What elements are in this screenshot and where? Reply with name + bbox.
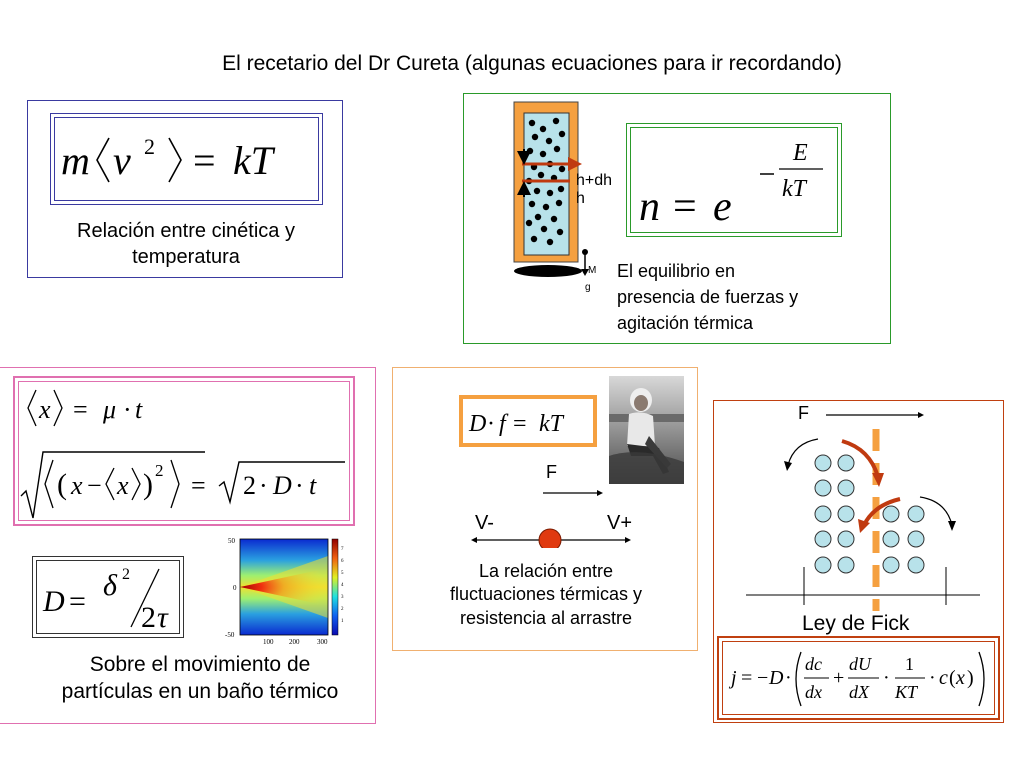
svg-text:(: ( [949, 667, 956, 689]
brownian-equations [15, 378, 353, 524]
svg-text:E: E [793, 140, 808, 166]
svg-text:v: v [113, 138, 131, 183]
colorbar-tick: 1 [341, 619, 344, 624]
svg-text:): ) [967, 667, 974, 689]
svg-text:+: + [833, 667, 845, 689]
drag-diagram [393, 478, 699, 548]
diffusion-equation [33, 557, 185, 639]
fick-force-label: F [798, 403, 809, 423]
svg-text:kT: kT [782, 176, 806, 202]
brownian-caption-line2: partículas en un baño térmico [61, 680, 339, 704]
equilibrium-caption-line3: agitación térmica [617, 313, 754, 334]
svg-text:f: f [499, 411, 506, 437]
svg-text:kT: kT [539, 411, 563, 437]
svg-text:(: ( [57, 468, 67, 501]
svg-text:e: e [713, 184, 732, 230]
svg-text:KT: KT [895, 682, 918, 702]
label-v-plus: V+ [607, 512, 633, 534]
einstein-caption-line1: La relación entre [478, 561, 614, 581]
label-mg-g: g [585, 282, 591, 293]
kinetic-caption-line1: Relación entre cinética y [77, 220, 295, 242]
kinetic-caption-line2: temperatura [132, 246, 240, 268]
colorbar-tick: 6 [341, 559, 344, 564]
brownian-caption-line1: Sobre el movimiento de [89, 653, 311, 676]
svg-text:dX: dX [849, 682, 869, 702]
colorbar-tick: 5 [341, 571, 344, 576]
einstein-photo [609, 376, 684, 484]
svg-text:dU: dU [849, 654, 871, 674]
kinetic-equation [51, 114, 324, 206]
equilibrium-caption-line2: presencia de fuerzas y [617, 287, 799, 308]
svg-text:2: 2 [144, 134, 155, 159]
svg-text:=: = [191, 471, 206, 500]
panel-kinetic [27, 100, 343, 278]
fick-diagram [714, 401, 1005, 621]
colorbar-tick: 7 [341, 547, 344, 552]
fick-equation [719, 638, 998, 718]
svg-text:D: D [43, 585, 65, 618]
svg-text:x: x [117, 471, 129, 500]
svg-text:m: m [61, 138, 90, 183]
heatmap-ytick-minus50: -50 [225, 631, 235, 639]
heatmap-xtick-300: 300 [317, 638, 328, 646]
svg-text:=: = [193, 138, 216, 183]
heatmap-ytick-50: 50 [228, 537, 235, 545]
svg-text:2: 2 [243, 471, 256, 500]
svg-text:j: j [731, 667, 737, 689]
svg-text:=: = [741, 667, 753, 689]
svg-text:·: · [295, 471, 304, 500]
panel-fick [713, 400, 1004, 723]
brownian-caption [10, 651, 390, 706]
svg-text:D: D [469, 411, 487, 437]
svg-text:dc: dc [805, 654, 822, 674]
panel-brownian [0, 367, 376, 724]
svg-text:−: − [87, 471, 102, 500]
svg-text:x: x [39, 395, 51, 424]
svg-text:D: D [273, 471, 292, 500]
einstein-caption [393, 560, 699, 630]
colorbar-tick: 4 [341, 583, 344, 588]
svg-text:D: D [769, 667, 784, 689]
label-mg-m: M [588, 265, 597, 276]
kinetic-caption [28, 218, 344, 270]
svg-text:·: · [785, 667, 792, 689]
label-h-dh: h+dh [576, 172, 613, 189]
svg-text:t: t [135, 395, 143, 424]
colorbar-tick: 3 [341, 595, 344, 600]
heatmap-colorbar [332, 539, 338, 635]
page-title: El recetario del Dr Cureta (algunas ecuaciones para ir recordando) [222, 52, 842, 75]
svg-text:c: c [939, 667, 948, 689]
boltzmann-equation [627, 124, 843, 238]
svg-text:dx: dx [805, 682, 822, 702]
label-v-minus: V- [475, 512, 494, 534]
svg-text:t: t [309, 471, 317, 500]
svg-text:x: x [71, 471, 83, 500]
svg-text:=: = [73, 395, 88, 424]
einstein-caption-line3: resistencia al arrastre [459, 607, 633, 628]
svg-text:n: n [639, 184, 660, 230]
panel-einstein [392, 367, 698, 651]
kinetic-equation-box [50, 113, 323, 205]
svg-text:·: · [929, 667, 936, 689]
svg-text:=: = [69, 585, 86, 618]
svg-text:2: 2 [122, 566, 130, 583]
einstein-caption-line2: fluctuaciones térmicas y [449, 584, 643, 605]
svg-text:−: − [757, 667, 769, 689]
svg-text:·: · [487, 411, 495, 437]
heatmap-xtick-100: 100 [263, 638, 274, 646]
heatmap-plot [222, 536, 352, 648]
equilibrium-caption-line1: El equilibrio en [617, 261, 736, 281]
heatmap-ytick-0: 0 [233, 584, 237, 592]
boltzmann-equation-box [626, 123, 842, 237]
svg-text:x: x [956, 667, 965, 689]
fick-caption: Ley de Fick [802, 612, 910, 635]
svg-text:·: · [123, 395, 132, 424]
heatmap-xtick-200: 200 [289, 638, 300, 646]
fick-equation-box [717, 636, 1000, 720]
svg-text:τ: τ [157, 601, 168, 634]
svg-text:μ: μ [103, 395, 117, 424]
einstein-force-label: F [546, 462, 557, 482]
svg-text:2: 2 [141, 601, 156, 634]
svg-text:1: 1 [905, 654, 914, 674]
svg-text:2: 2 [155, 461, 164, 480]
diffusion-equation-box [32, 556, 184, 638]
particle [539, 529, 561, 548]
svg-text:δ: δ [103, 569, 117, 602]
svg-text:·: · [883, 667, 890, 689]
svg-text:=: = [513, 411, 527, 437]
einstein-equation-box [459, 395, 597, 447]
colorbar-tick: 2 [341, 607, 344, 612]
svg-text:kT: kT [233, 138, 273, 183]
svg-text:=: = [673, 184, 697, 230]
svg-text:): ) [143, 468, 153, 501]
panel-equilibrium [463, 93, 891, 344]
svg-text:·: · [259, 471, 268, 500]
brownian-equations-box [13, 376, 355, 526]
einstein-equation [463, 399, 593, 443]
equilibrium-caption [617, 258, 798, 336]
label-h: h [576, 190, 585, 207]
